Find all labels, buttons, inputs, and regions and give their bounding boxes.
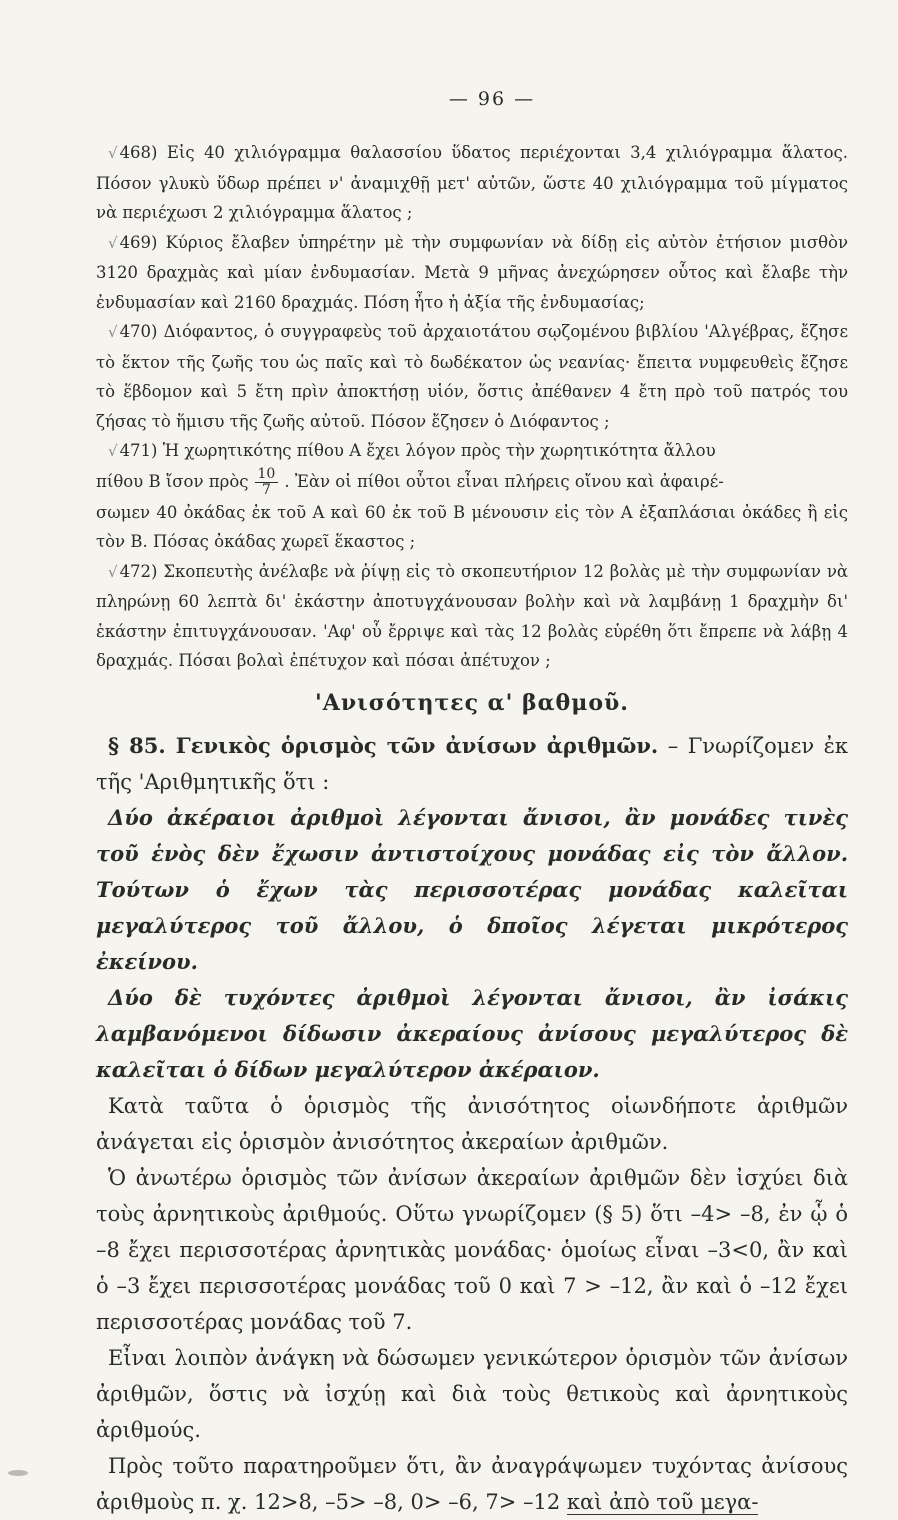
problem-text: 470) Διόφαντος, ὁ συγγραφεὺς τοῦ ἀρχαιοτάτου σῳζομένου βιβλίου 'Αλγέβρας, ἔζησε τὸ ἕκτον τῆς ζωῆς του ὡς παῖς καὶ τὸ δωδέκατον ὡς νεανίας· ἔπειτα νυμφευθεὶς ἔζησε τὸ ἕβδομον καὶ 5 ἔτη πρὶν ἀποκτήσῃ υἱόν, ὅστις ἀπέθανεν 4 ἔτη πρὸ τοῦ πατρός του ζήσας τὸ ἥμισυ τῆς ζωῆς αὐτοῦ. Πόσον ἔζησεν ὁ Διόφαντος ;: [96, 322, 848, 431]
definition-1: Δύο ἀκέραιοι ἀριθμοὶ λέγονται ἄνισοι, ἂν μονάδες τινὲς τοῦ ἑνὸς δὲν ἔχωσιν ἀντιστοίχους μονάδας εἰς τὸν ἄλλον. Τούτων ὁ ἔχων τὰς περισσοτέρας μονάδας καλεῖται μεγαλύτερος τοῦ ἄλλου, ὁ δποῖος λέγεται μικρότερος ἐκείνου.: [96, 804, 848, 974]
problem-468: [96, 138, 848, 228]
problem-472: [96, 557, 848, 676]
theory-block: [96, 728, 848, 1520]
problem-470: [96, 317, 848, 436]
subsection-heading: § 85. Γενικὸς ὁρισμὸς τῶν ἀνίσων ἀριθμῶν. – Γνωρίζομεν ἐκ τῆς 'Αριθμητικῆς ὅτι :: [96, 732, 848, 794]
paragraph-3: Εἶναι λοιπὸν ἀνάγκη νὰ δώσωμεν γενικώτερον ὁρισμὸν τῶν ἀνίσων ἀριθμῶν, ὅστις νὰ ἰσχύῃ καὶ διὰ τοὺς θετικοὺς καὶ ἀρνητικοὺς ἀριθμούς.: [96, 1345, 848, 1442]
paragraph-4: Πρὸς τοῦτο παρατηροῦμεν ὅτι, ἂν ἀναγράψωμεν τυχόντας ἀνίσους ἀριθμοὺς π. χ. 12>8, –5> –8, 0> –6, 7> –12 καὶ ἀπὸ τοῦ μεγα-: [96, 1453, 848, 1514]
check-mark-icon: √: [108, 562, 118, 581]
check-mark-icon: √: [108, 442, 118, 460]
fraction: [255, 467, 279, 498]
page-number: — 96 —: [448, 88, 536, 110]
problem-text: 468) Εἰς 40 χιλιόγραμμα θαλασσίου ὕδατος περιέχονται 3,4 χιλιόγραμμα ἅλατος. Πόσον γλυκὺ ὕδωρ πρέπει ν' ἀναμιχθῇ μετ' αὐτῶν, ὥστε 40 χιλιόγραμμα τοῦ μίγματος νὰ περιέχωσι 2 χιλιόγραμμα ἅλατος ;: [96, 143, 848, 222]
ink-smudge: [8, 1470, 28, 1476]
problems-block: [96, 138, 848, 676]
problem-text: 471) Ἡ χωρητικότης πίθου Α ἔχει λόγον πρὸς τὴν χωρητικότητα ἄλλου: [119, 441, 716, 460]
check-mark-icon: √: [108, 323, 118, 341]
problem-469: [96, 228, 848, 318]
problem-text: 469) Κύριος ἔλαβεν ὑπηρέτην μὲ τὴν συμφωνίαν νὰ δίδῃ εἰς αὐτὸν ἐτήσιον μισθὸν 3120 δραχμὰς καὶ μίαν ἐνδυμασίαν. Μετὰ 9 μῆνας ἀνεχώρησεν οὗτος καὶ ἔλαβε τὴν ἐνδυμασίαν καὶ 2160 δραχμάς. Πόση ἦτο ἡ ἀξία τῆς ἐνδυμασίας;: [96, 232, 848, 312]
underlined-text: καὶ ἀπὸ τοῦ μεγα-: [566, 1489, 759, 1514]
fraction-line: πίθου Β ἴσον πρὸς $\frac{10}{7}$ . Ἐὰν οἱ πίθοι οὗτοι εἶναι πλήρεις οἴνου καὶ ἀφαιρέ-: [96, 465, 724, 498]
definition-2: Δύο δὲ τυχόντες ἀριθμοὶ λέγονται ἄνισοι, ἂν ἰσάκις λαμβανόμενοι δίδωσιν ἀκεραίους ἀνίσους μεγαλύτερος δὲ καλεῖται ὁ δίδων μεγαλύτερον ἀκέραιον.: [96, 984, 848, 1082]
fraction-numerator: 10: [255, 467, 279, 483]
problem-471: [96, 436, 848, 557]
paragraph-1: Κατὰ ταῦτα ὁ ὁρισμὸς τῆς ἀνισότητος οἱωνδήποτε ἀριθμῶν ἀνάγεται εἰς ὁρισμὸν ἀνισότητος ἀκεραίων ἀριθμῶν.: [96, 1093, 848, 1154]
fraction-denominator: 7: [261, 481, 271, 498]
paragraph-2: Ὁ ἀνωτέρω ὁρισμὸς τῶν ἀνίσων ἀκεραίων ἀριθμῶν δὲν ἰσχύει διὰ τοὺς ἀρνητικοὺς ἀριθμούς. Οὕτω γνωρίζομεν (§ 5) ὅτι –4> –8, ἐν ᾧ ὁ –8 ἔχει περισσοτέρας ἀρνητικὰς μονάδας· ὁμοίως εἶναι –3<0, ἂν καὶ ὁ –3 ἔχει περισσοτέρας μονάδας τοῦ 0 καὶ 7 > –12, ἂν καὶ ὁ –12 ἔχει περισσοτέρας μονάδας τοῦ 7.: [96, 1165, 848, 1334]
section-title: 'Ανισότητες α' βαθμοῦ.: [315, 689, 629, 716]
problem-text: 472) Σκοπευτὴς ἀνέλαβε νὰ ῥίψῃ εἰς τὸ σκοπευτήριον 12 βολὰς μὲ τὴν συμφωνίαν νὰ πληρώνῃ 60 λεπτὰ δι' ἑκάστην ἀποτυγχάνουσαν βολὴν καὶ νὰ λαμβάνῃ 1 δραχμὴν δι' ἑκάστην ἐπιτυγχάνουσαν. 'Αφ' οὗ ἔρριψε καὶ τὰς 12 βολὰς εὑρέθη ὅτι ἔπρεπε νὰ λάβῃ 4 δραχμάς. Πόσαι βολαὶ ἐπέτυχον καὶ πόσαι ἀπέτυχον ;: [96, 561, 848, 670]
check-mark-icon: √: [108, 233, 118, 252]
problem-text: σωμεν 40 ὀκάδας ἐκ τοῦ Α καὶ 60 ἐκ τοῦ Β μένουσιν εἰς τὸν Α ἐξαπλάσιαι ὀκάδες ἢ εἰς τὸν Β. Πόσας ὀκάδας χωρεῖ ἕκαστος ;: [96, 502, 848, 551]
page: [96, 88, 848, 1520]
check-mark-icon: √: [108, 144, 118, 162]
